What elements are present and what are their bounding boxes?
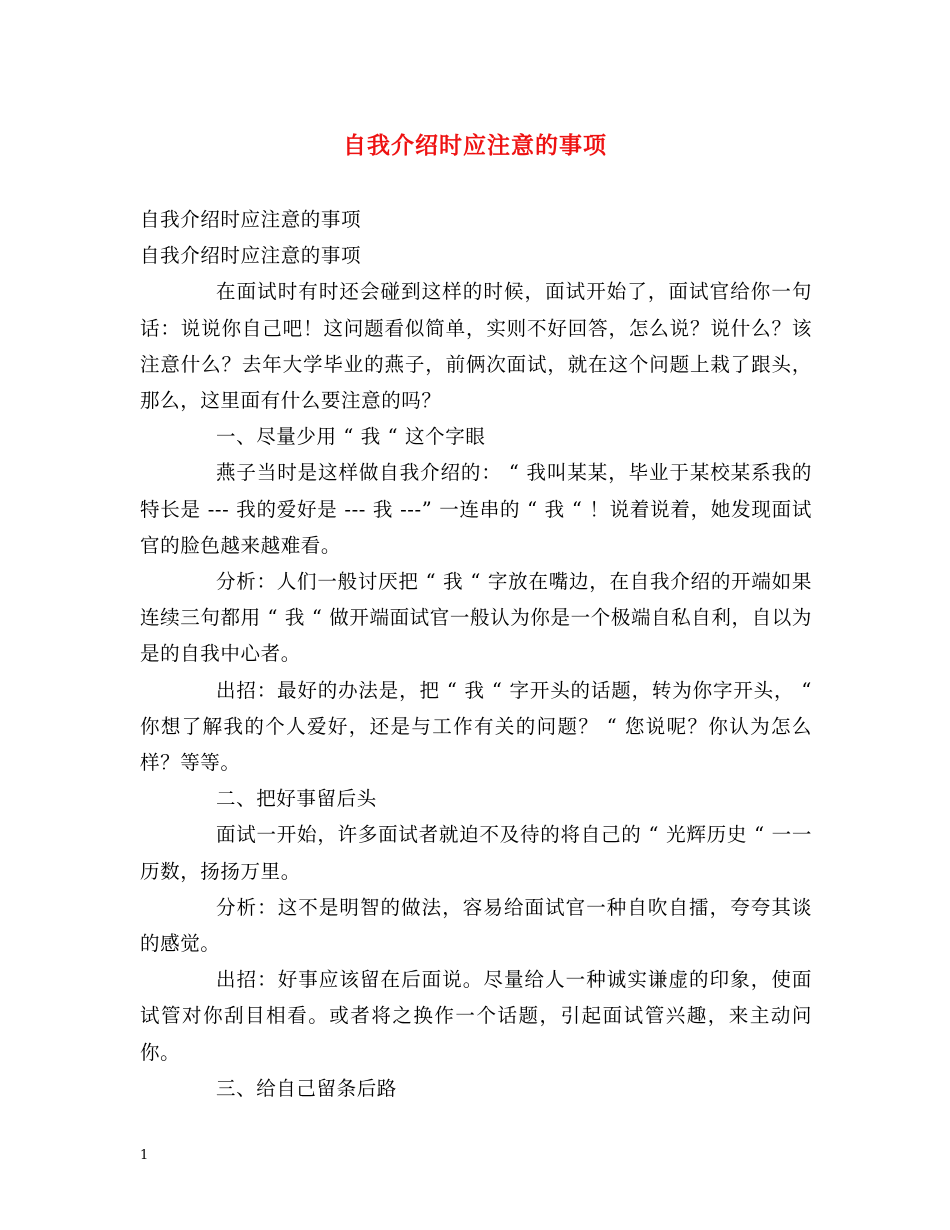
paragraph: 出招：最好的办法是，把 “ 我 “ 字开头的话题，转为你字开头， “ 你想了解我的个人爱好，还是与工作有关的问题？ “ 您说呢？你认为怎么样？等等。 xyxy=(140,678,812,775)
document-title: 自我介绍时应注意的事项 xyxy=(343,132,607,159)
paragraph: 分析：这不是明智的做法，容易给面试官一种自吹自擂，夸夸其谈的感觉。 xyxy=(140,895,812,956)
paragraph: 分析：人们一般讨厌把 “ 我 “ 字放在嘴边，在自我介绍的开端如果连续三句都用 “ 我 “ 做开端面试官一般认为你是一个极端自私自利，自以为是的自我中心者。 xyxy=(140,570,812,666)
page-number: 1 xyxy=(140,1148,149,1163)
section-heading: 三、给自己留条后路 xyxy=(216,1076,397,1100)
paragraph: 燕子当时是这样做自我介绍的： “ 我叫某某，毕业于某校某系我的特长是 --- 我的爱好是 --- 我 ---” 一连串的 “ 我 “ ！说着说着，她发现面试官的脸色越来越难看。 xyxy=(140,461,812,557)
paragraph: 在面试时有时还会碰到这样的时候，面试开始了，面试官给你一句话：说说你自己吧！这问题看似简单，实则不好回答，怎么说？说什么？该注意什么？去年大学毕业的燕子，前俩次面试，就在这个问题上栽了跟头，那么，这里面有什么要注意的吗？ xyxy=(140,280,812,413)
section-heading: 二、把好事留后头 xyxy=(216,787,377,811)
subtitle-line: 自我介绍时应注意的事项 xyxy=(140,244,362,268)
paragraph: 出招：好事应该留在后面说。尽量给人一种诚实谦虚的印象，使面试管对你刮目相看。或者将之换作一个话题，引起面试管兴趣，来主动问你。 xyxy=(140,968,812,1064)
paragraph: 面试一开始，许多面试者就迫不及待的将自己的 “ 光辉历史 “ 一一历数，扬扬万里。 xyxy=(140,823,812,883)
subtitle-line: 自我介绍时应注意的事项 xyxy=(140,208,362,231)
document-body xyxy=(140,202,812,1107)
section-heading: 一、尽量少用 “ 我 “ 这个字眼 xyxy=(216,425,486,449)
